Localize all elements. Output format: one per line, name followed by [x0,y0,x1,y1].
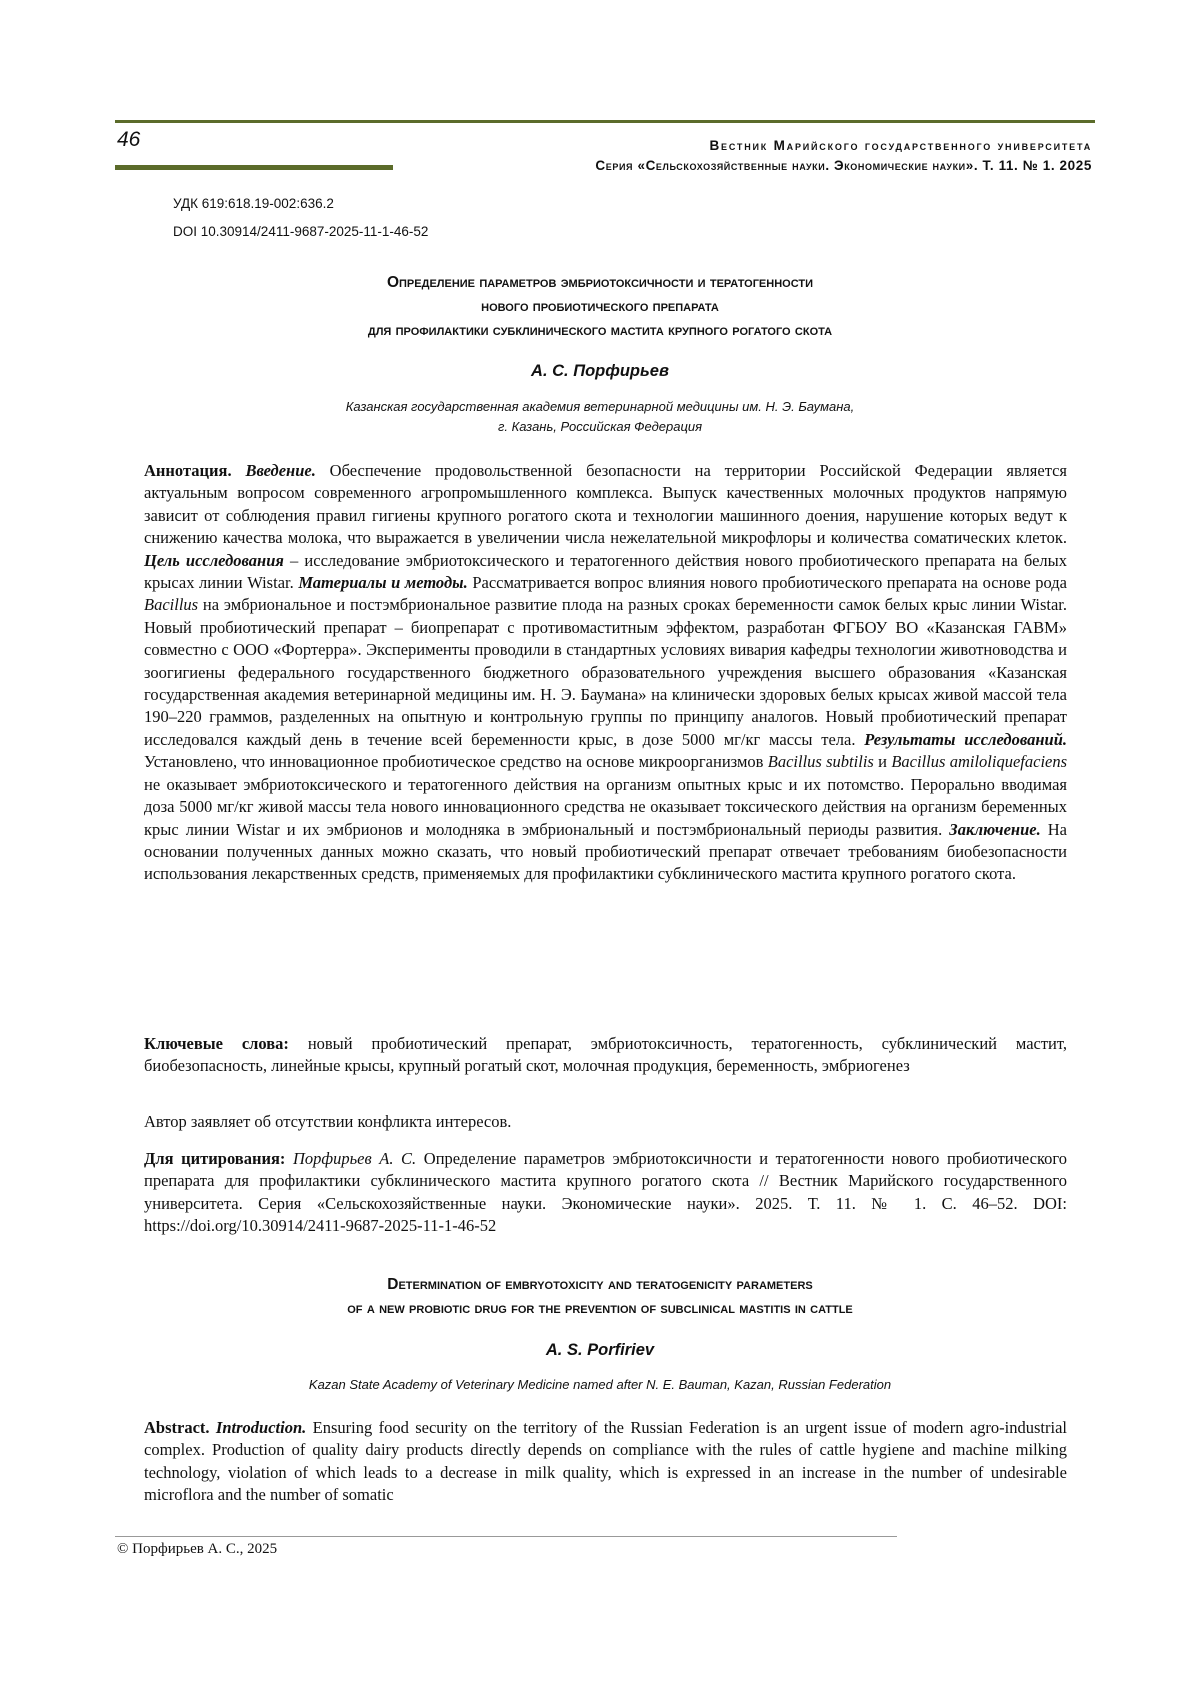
title-en-line: Determination of embryotoxicity and teratogenicity parameters [130,1273,1070,1297]
footer-rule [115,1536,897,1537]
abstract-label: Аннотация. [144,461,232,480]
udk-code: УДК 619:618.19-002:636.2 [173,196,334,211]
methods-text: Рассматривается вопрос влияния нового пробиотического препарата на основе рода [472,573,1067,592]
affiliation-ru [130,397,1070,437]
results-text: Установлено, что инновационное пробиотическое средство на основе микроорганизмов [144,752,763,771]
methods-genus: Bacillus [144,595,198,614]
affiliation-ru-line: Казанская государственная академия ветеринарной медицины им. Н. Э. Баумана, [130,397,1070,417]
methods-text: на эмбриональное и постэмбриональное развитие плода на разных сроках беременности самок белых крыс линии Wistar. Новый пробиотический препарат – биопрепарат с противомаститным эффектом, разработан ФГБОУ ВО «Казанская ГАВМ» совместно с ООО «Фортерра». Эксперименты проводили в стандартных условиях вивария кафедры технологии животноводства и зоогигиены федерального государственного бюджетного образовательного учреждения высшего образования «Казанская государственная академия ветеринарной медицины им. Н. Э. Баумана» на клинически здоровых белых крысах живой массой тела 190–220 граммов, разделенных на опытную и контрольную группы по принципу аналогов. Новый пробиотический препарат исследовался каждый день в течение всей беременности крыс, в дозе 5000 мг/кг массы тела. [144,595,1067,748]
conflict-statement: Автор заявляет об отсутствии конфликта интересов. [144,1111,1067,1133]
aim-label: Цель исследования [144,551,284,570]
journal-title: Вестник Марийского государственного университета [709,138,1092,153]
intro-label: Введение. [245,461,315,480]
aim-text: – исследование эмбриотоксического и тератогенного действия нового пробиотического препарата на белых крысах линии Wistar. [144,551,1067,592]
title-ru-line: Определение параметров эмбриотоксичности и тератогенности [130,271,1070,295]
affiliation-en: Kazan State Academy of Veterinary Medicine named after N. E. Bauman, Kazan, Russian Federation [130,1375,1070,1395]
abstract-en-label: Abstract. [144,1418,210,1437]
keywords-text: новый пробиотический препарат, эмбриотоксичность, тератогенность, субклинический мастит, биобезопасность, линейные крысы, крупный рогатый скот, молочная продукция, беременность, эмбриогенез [144,1034,1067,1075]
results-and: и [878,752,887,771]
abstract-en [144,1417,1067,1507]
results-species: Bacillus subtilis [768,752,874,771]
title-en-line: of a new probiotic drug for the prevention of subclinical mastitis in cattle [130,1297,1070,1321]
article-title-ru [130,271,1070,343]
citation-text: Определение параметров эмбриотоксичности и тератогенности нового пробиотического препарата для профилактики субклинического мастита крупного рогатого скота // Вестник Марийского государственного университета. Серия «Сельскохозяйственные науки. Экономические науки». 2025. Т. 11. № 1. С. 46–52. DOI: https://doi.org/10.30914/2411-9687-2025-11-1-46-52 [144,1149,1067,1235]
header-rule-top [115,120,1095,123]
citation-block [144,1148,1067,1238]
author-ru: А. С. Порфирьев [130,362,1070,381]
title-ru-line: для профилактики субклинического мастита крупного рогатого скота [130,319,1070,343]
title-ru-line: нового пробиотического препарата [130,295,1070,319]
keywords-ru [144,1033,1067,1078]
affiliation-ru-line: г. Казань, Российская Федерация [130,417,1070,437]
journal-series: Серия «Сельскохозяйственные науки. Экономические науки». Т. 11. № 1. 2025 [595,158,1092,173]
author-en: A. S. Porfiriev [130,1341,1070,1360]
conclusion-label: Заключение. [949,820,1040,839]
doi[interactable]: DOI 10.30914/2411-9687-2025-11-1-46-52 [173,224,428,239]
copyright: © Порфирьев А. С., 2025 [117,1541,277,1558]
article-page [0,0,1200,1697]
abstract-ru [144,460,1067,886]
results-text: не оказывает эмбриотоксического и тератогенного действия на организм опытных крыс и их потомство. Перорально вводимая доза 5000 мг/кг живой массы тела нового инновационного средства не оказывает токсического действия на организм беременных крыс линии Wistar и их эмбрионов и молодняка в эмбриональный и постэмбриональный периоды развития. [144,775,1067,839]
intro-en-label: Introduction. [216,1418,306,1437]
citation-label: Для цитирования: [144,1149,285,1168]
results-species: Bacillus amiloliquefaciens [891,752,1067,771]
methods-label: Материалы и методы. [298,573,467,592]
results-label: Результаты исследований. [864,730,1067,749]
header-rule-bottom [115,165,393,170]
intro-text: Обеспечение продовольственной безопасности на территории Российской Федерации является актуальным вопросом современного агропромышленного комплекса. Выпуск качественных молочных продуктов напрямую зависит от соблюдения правил гигиены крупного рогатого скота и технологии машинного доения, нарушение которых ведут к снижению качества молока, что выражается в увеличении числа нежелательной микрофлоры и количества соматических клеток. [144,461,1067,547]
article-title-en [130,1273,1070,1321]
keywords-label: Ключевые слова: [144,1034,289,1053]
conclusion-text: На основании полученных данных можно сказать, что новый пробиотический препарат отвечает требованиям биобезопасности использования лекарственных средств, применяемых для профилактики субклинического мастита крупного рогатого скота. [144,820,1067,884]
citation-author: Порфирьев А. С. [293,1149,416,1168]
page-number: 46 [117,128,140,152]
abstract-en-text: Ensuring food security on the territory of the Russian Federation is an urgent issue of modern agro-industrial complex. Production of quality dairy products directly depends on compliance with the rules of cattle hygiene and machine milking technology, violation of which leads to a decrease in milk quality, which is expressed in an increase in the number of undesirable microflora and the number of somatic [144,1418,1067,1504]
